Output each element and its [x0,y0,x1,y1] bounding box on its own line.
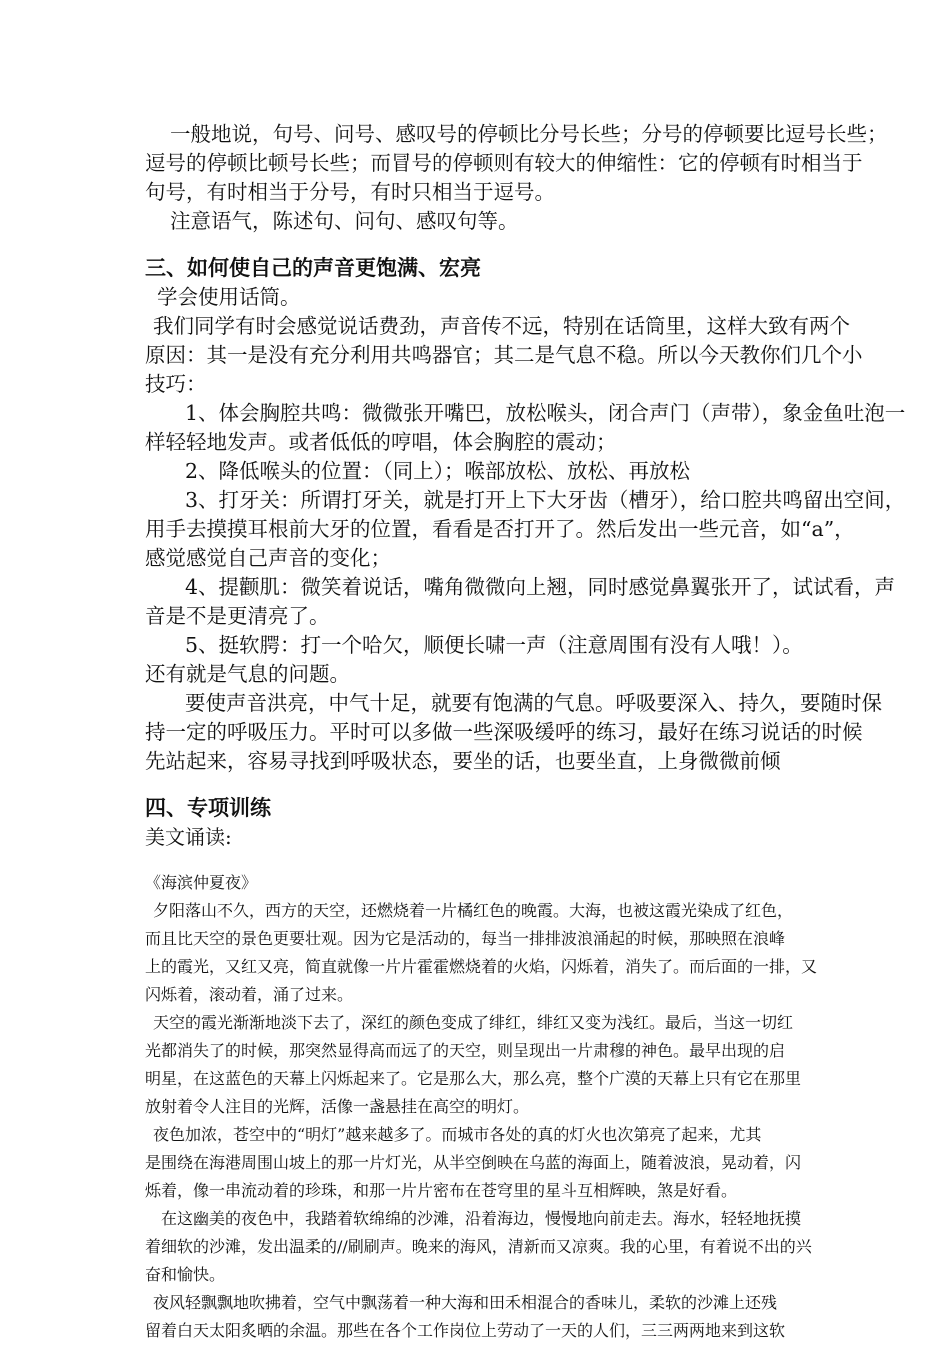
text-line: 而且比天空的景色更要壮观。因为它是活动的，每当一排排波浪涌起的时候，那映照在浪峰 [145,929,786,948]
text-line: 夜色加浓，苍空中的“明灯”越来越多了。而城市各处的真的灯火也次第亮了起来，尤其 [153,1125,762,1144]
tip-item: 3、打牙关：所谓打牙关，就是打开上下大牙齿（槽牙），给口腔共鸣留出空间， [185,488,906,512]
text-line: 持一定的呼吸压力。平时可以多做一些深吸缓呼的练习，最好在练习说话的时候 [145,720,863,744]
text-line: 用手去摸摸耳根前大牙的位置，看看是否打开了。然后发出一些元音，如“a”， [145,517,855,541]
text-line: 着细软的沙滩，发出温柔的//刷刷声。晚来的海风，清新而又凉爽。我的心里，有着说不出的兴 [145,1237,812,1256]
text-line: 技巧： [145,372,207,396]
text-line: 夜风轻飘飘地吹拂着，空气中飘荡着一种大海和田禾相混合的香味儿，柔软的沙滩上还残 [153,1293,778,1312]
section-heading-3: 三、如何使自己的声音更饱满、宏亮 [145,256,481,280]
essay-title: 《海滨仲夏夜》 [145,873,258,892]
section-subheading: 美文诵读: [145,825,232,849]
text-line: 留着白天太阳炙晒的余温。那些在各个工作岗位上劳动了一天的人们，三三两两地来到这软 [145,1321,786,1340]
document-page [145,118,906,1345]
voice-section-body [145,283,906,776]
section-heading-4: 四、专项训练 [145,796,271,820]
text-line: 原因：其一是没有充分利用共鸣器官；其二是气息不稳。所以今天教你们几个小 [145,343,863,367]
text-line: 烁着，像一串流动着的珍珠，和那一片片密布在苍穹里的星斗互相辉映，煞是好看。 [145,1181,738,1200]
tip-item: 4、提颧肌：微笑着说话，嘴角微微向上翘，同时感觉鼻翼张开了，试试看，声 [185,575,896,599]
text-line: 放射着令人注目的光辉，活像一盏悬挂在高空的明灯。 [145,1097,530,1116]
text-line: 注意语气，陈述句、问句、感叹句等。 [170,209,519,233]
text-line: 在这幽美的夜色中，我踏着软绵绵的沙滩，沿着海边，慢慢地向前走去。海水，轻轻地抚摸 [161,1209,802,1228]
text-line: 句号，有时相当于分号，有时只相当于逗号。 [145,180,555,204]
text-line: 是围绕在海港周围山坡上的那一片灯光，从半空倒映在乌蓝的海面上，随着波浪，晃动着，闪 [145,1153,802,1172]
text-line: 夕阳落山不久，西方的天空，还燃烧着一片橘红色的晚霞。大海，也被这霞光染成了红色， [153,901,794,920]
text-line: 样轻轻地发声。或者低低的哼唱，体会胸腔的震动； [145,430,617,454]
pause-paragraph [145,120,888,236]
text-line: 天空的霞光渐渐地淡下去了，深红的颜色变成了绯红，绯红又变为浅红。最后，当这一切红 [153,1013,794,1032]
tip-item: 1、体会胸腔共鸣：微微张开嘴巴，放松喉头，闭合声门（声带），象金鱼吐泡一 [185,401,906,425]
text-line: 明星，在这蓝色的天幕上闪烁起来了。它是那么大，那么亮，整个广漠的天幕上只有它在那里 [145,1069,802,1088]
tip-item: 2、降低喉头的位置：（同上）；喉部放松、放松、再放松 [185,459,691,483]
text-line: 奋和愉快。 [145,1265,226,1284]
text-line: 感觉感觉自己声音的变化； [145,546,391,570]
tip-item: 5、挺软腭：打一个哈欠，顺便长啸一声（注意周围有没有人哦！）。 [185,633,803,657]
text-line: 逗号的停顿比顿号长些；而冒号的停顿则有较大的伸缩性：它的停顿有时相当于 [145,151,863,175]
text-line: 还有就是气息的问题。 [145,662,350,686]
text-line: 光都消失了的时候，那突然显得高而远了的天空，则呈现出一片肃穆的神色。最早出现的启 [145,1041,786,1060]
text-line: 要使声音洪亮，中气十足，就要有饱满的气息。呼吸要深入、持久，要随时保 [185,691,882,715]
text-line: 先站起来，容易寻找到呼吸状态，要坐的话，也要坐直，上身微微前倾 [145,749,781,773]
text-line: 闪烁着，滚动着，涌了过来。 [145,985,354,1004]
text-line: 一般地说，句号、问号、感叹号的停顿比分号长些；分号的停顿要比逗号长些； [170,122,888,146]
text-line: 上的霞光，又红又亮，简直就像一片片霍霍燃烧着的火焰，闪烁着，消失了。而后面的一排，又 [145,957,818,976]
text-line: 我们同学有时会感觉说话费劲，声音传不远，特别在话筒里，这样大致有两个 [153,314,850,338]
text-line: 学会使用话筒。 [157,285,301,309]
text-line: 音是不是更清亮了。 [145,604,330,628]
essay [145,869,817,1345]
